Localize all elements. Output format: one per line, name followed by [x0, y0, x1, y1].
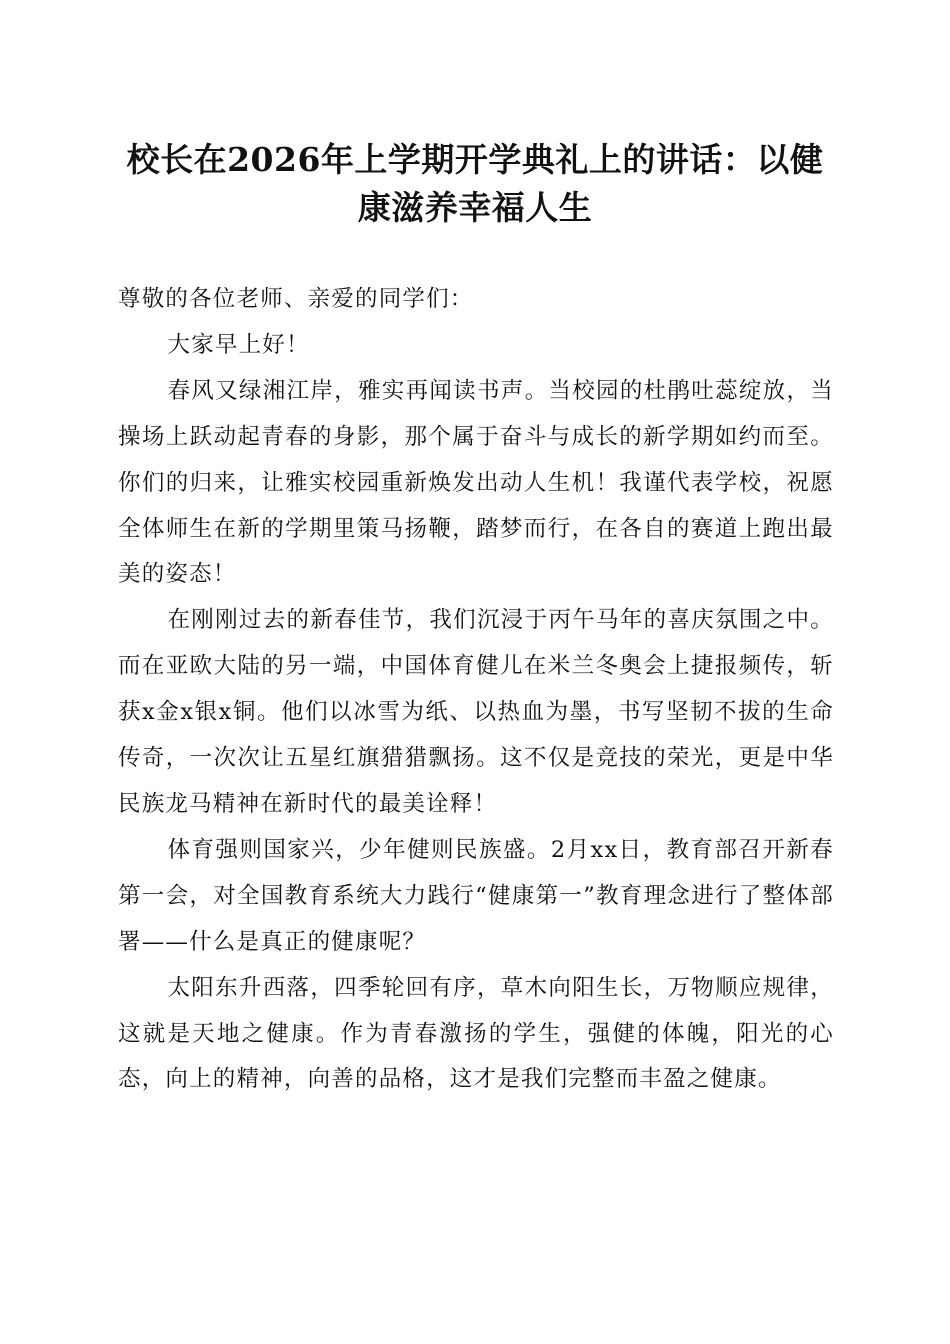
salutation: 尊敬的各位老师、亲爱的同学们： [118, 286, 474, 312]
document-body [118, 277, 834, 1103]
paragraph-true-health: 太阳东升西落，四季轮回有序，草木向阳生长，万物顺应规律，这就是天地之健康。作为青春激扬的学生，强健的体魄，阳光的心态，向上的精神，向善的品格，这才是我们完整而丰盈之健康。 [118, 974, 834, 1093]
paragraph-spring-welcome: 春风又绿湘江岸，雅实再闻读书声。当校园的杜鹃吐蕊绽放，当操场上跃动起青春的身影，那个属于奋斗与成长的新学期如约而至。你们的归来，让雅实校园重新焕发出动人生机！我谨代表学校，祝愿全体师生在新的学期里策马扬鞭，踏梦而行，在各自的赛道上跑出最美的姿态！ [118, 377, 834, 588]
paragraph-greeting: 大家早上好！ [167, 331, 310, 358]
document-title: 校长在2026年上学期开学典礼上的讲话：以健康滋养幸福人生 [126, 140, 824, 227]
paragraph-winter-olympics: 在刚刚过去的新春佳节，我们沉浸于丙午马年的喜庆氛围之中。而在亚欧大陆的另一端，中国体育健儿在米兰冬奥会上捷报频传，斩获x金x银x铜。他们以冰雪为纸、以热血为墨，书写坚韧不拔的生命传奇，一次次让五星红旗猎猎飘扬。这不仅是竞技的荣光，更是中华民族龙马精神在新时代的最美诠释！ [118, 607, 834, 817]
paragraph-health-first: 体育强则国家兴，少年健则民族盛。2月xx日，教育部召开新春第一会，对全国教育系统大力践行“健康第一”教育理念进行了整体部署——什么是真正的健康呢？ [118, 836, 834, 955]
